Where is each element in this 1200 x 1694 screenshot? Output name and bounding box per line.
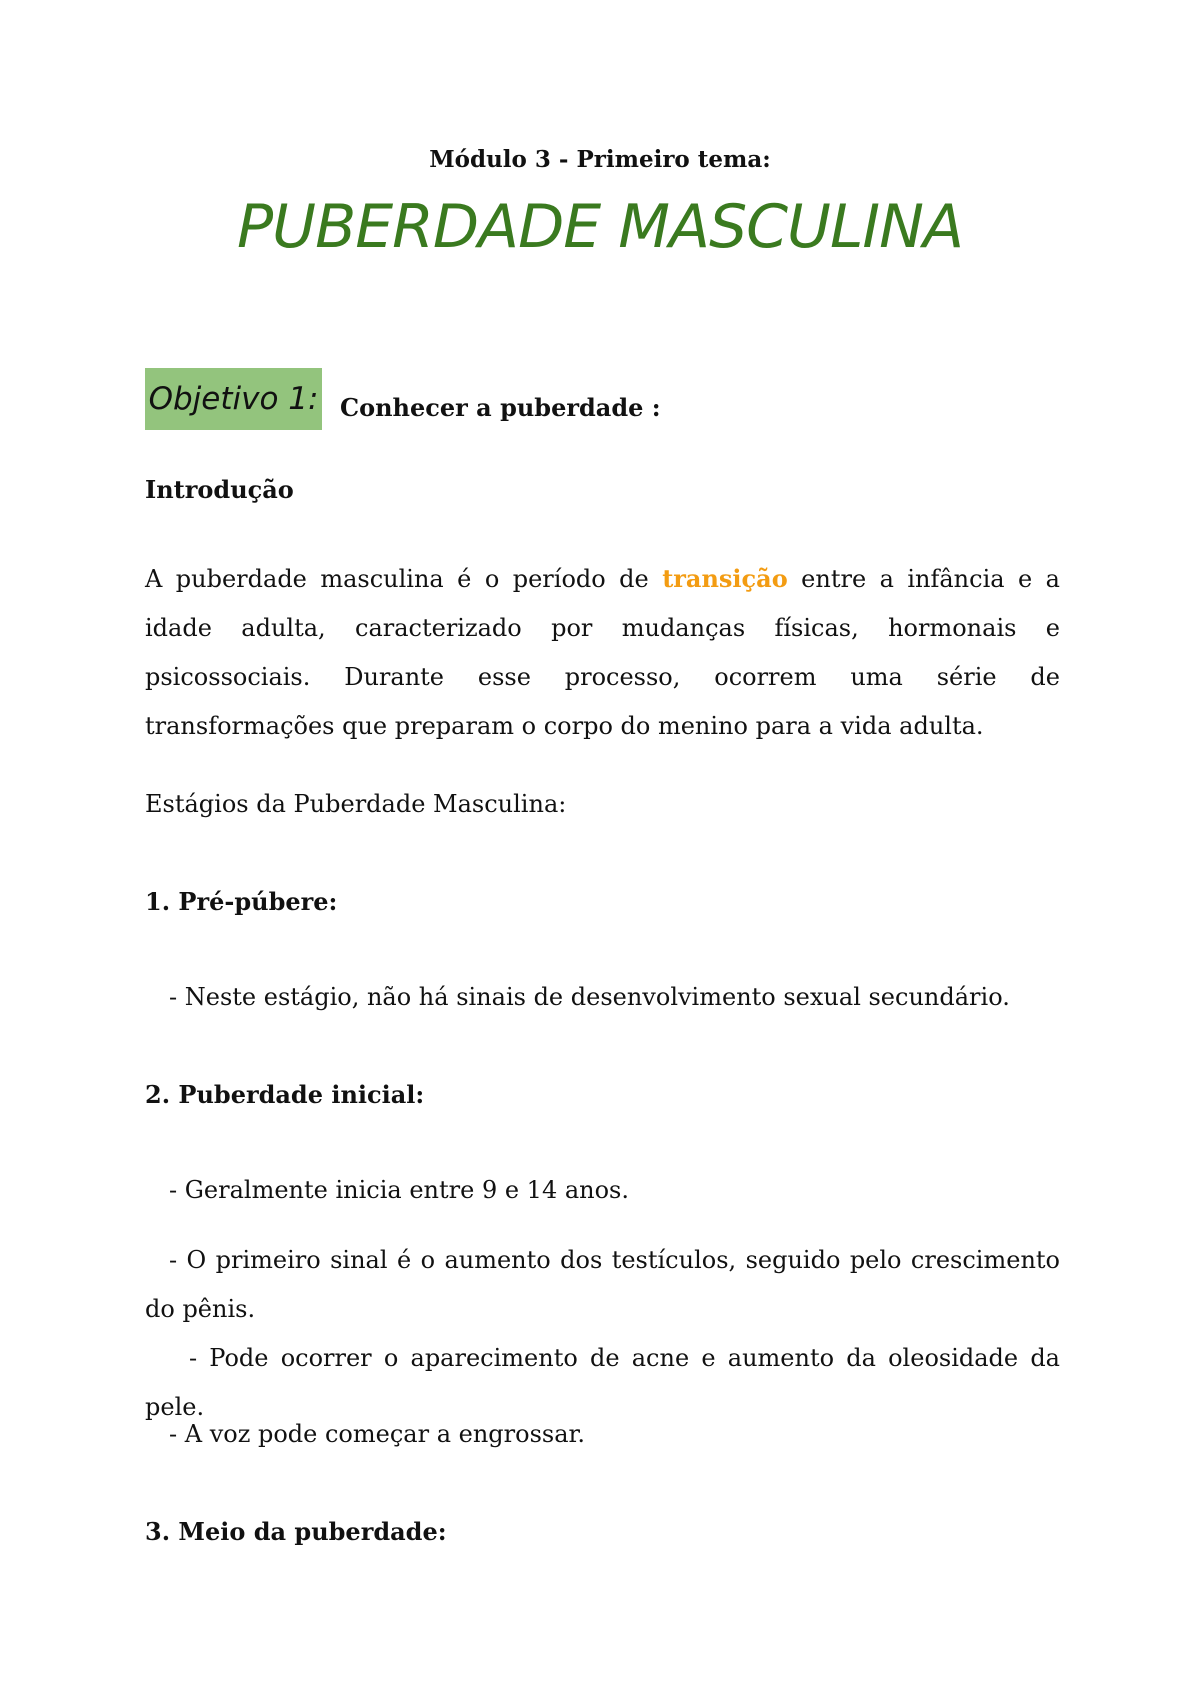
stage-2-bullet-2: - O primeiro sinal é o aumento dos testículos, seguido pelo crescimento do pênis. <box>145 1246 1060 1323</box>
stage-2-bullet-4: - A voz pode começar a engrossar. <box>169 1420 585 1448</box>
stage-2-title: 2. Puberdade inicial: <box>145 1080 425 1109</box>
module-line: Módulo 3 - Primeiro tema: <box>429 146 771 173</box>
stage-2-bullet-1: - Geralmente inicia entre 9 e 14 anos. <box>169 1176 629 1204</box>
intro-heading: Introdução <box>145 475 294 504</box>
intro-text-after: entre a infância e a idade adulta, caracterizado por mudanças físicas, hormonais e psicossociais. Durante esse processo, ocorrem uma série de transformações que preparam o corpo do menino para a vida adulta. <box>145 565 1060 740</box>
main-title: PUBERDADE MASCULINA <box>236 192 964 262</box>
intro-text-before: A puberdade masculina é o período de <box>145 565 663 593</box>
stage-3-title: 3. Meio da puberdade: <box>145 1517 447 1546</box>
highlight-word: transição <box>662 564 788 593</box>
stage-2-bullet-3: - Pode ocorrer o aparecimento de acne e aumento da oleosidade da pele. <box>145 1344 1060 1421</box>
stages-heading: Estágios da Puberdade Masculina: <box>145 790 567 818</box>
objective-text: Conhecer a puberdade : <box>340 393 661 422</box>
stage-1-title: 1. Pré-púbere: <box>145 887 338 916</box>
objective-badge: Objetivo 1: <box>145 368 322 430</box>
intro-paragraph <box>145 554 1060 751</box>
stage-1-bullet-1: - Neste estágio, não há sinais de desenvolvimento sexual secundário. <box>169 983 1010 1011</box>
